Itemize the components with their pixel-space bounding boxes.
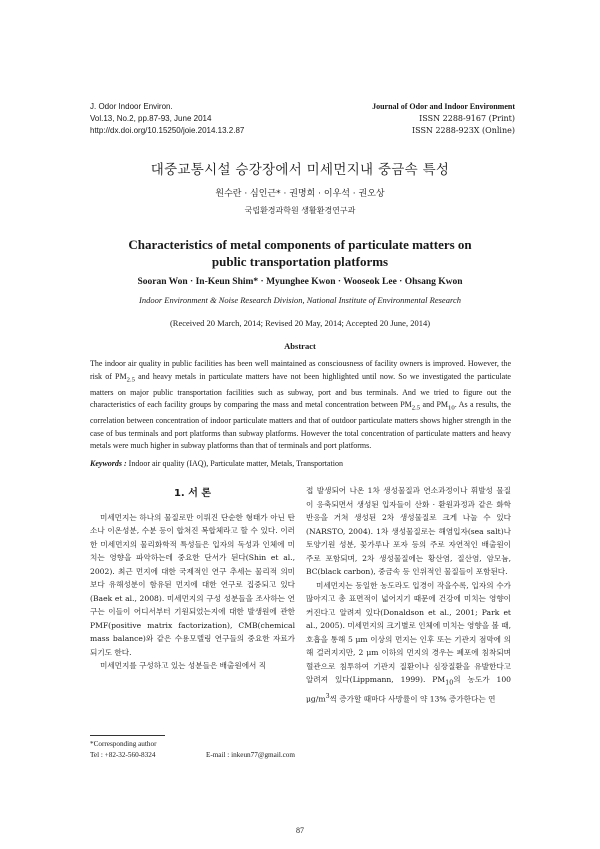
body-column-left xyxy=(90,484,295,673)
body-column-right xyxy=(306,484,511,706)
affiliation-english: Indoor Environment & Noise Research Division, National Institute of Environmental Research xyxy=(139,295,461,305)
authors-english: Sooran Won · In-Keun Shim* · Myunghee Kwon · Wooseok Lee · Ohsang Kwon xyxy=(137,277,463,287)
journal-header-left xyxy=(90,101,244,137)
abstract-text: The indoor air quality in public facilities has been well maintained as consciousness of facility owners is improved. However, the risk of PM xyxy=(90,359,511,381)
subscript: 2.5 xyxy=(126,376,135,384)
abstract-heading: Abstract xyxy=(284,341,316,351)
abstract-text: and PM xyxy=(420,400,449,410)
abstract-text: and heavy metals in particulate matters have not been highlighted until now. So we investigated the particulate matters on major public transportation facilities such as subway, port and bus terminals. And we tried to figure out the characteristics of each facility groups by comparing the mass and metal concentration between PM xyxy=(90,371,511,410)
title-korean: 대중교통시설 승강장에서 미세먼지내 중금속 특성 xyxy=(150,162,450,178)
subscript: 10 xyxy=(448,404,455,412)
title-english-line-2: public transportation platforms xyxy=(211,254,389,269)
journal-title: Journal of Odor and Indoor Environment xyxy=(372,102,515,111)
journal-header-right xyxy=(372,101,515,137)
footnote xyxy=(90,739,295,760)
page-number: 87 xyxy=(296,826,304,835)
section-heading: 1. 서 론 xyxy=(173,488,212,499)
journal-abbrev: J. Odor Indoor Environ. xyxy=(90,102,173,111)
body-paragraph: 미세먼지는 하나의 물질로만 이뤄진 단순한 형태가 아닌 탄소나 이온성분, 수분 등이 합쳐진 복합체라고 할 수 있다. 이러한 미세먼지의 물리화학적 특성들은 입자의 독성과 인체에 미치는 영향을 파악하는데 중요한 단서가 된다(Shin et al., 2002). 최근 먼지에 대한 국제적인 연구 추세는 물리적 의미보다 유해성분이 함유된 먼지에 대한 연구로 집중되고 있다(Baek et al., 2008). 미세먼지의 구성 성분들을 조사하는 연구는 이들이 어디서부터 기원되었는지에 대한 발생원에 관한 PMF(positive matrix factorization), CMB(chemical mass balance)와 같은 수용모델링 연구들의 중요한 자료가 되기도 한다. xyxy=(90,512,295,657)
received-dates: (Received 20 March, 2014; Revised 20 May, 2014; Accepted 20 June, 2014) xyxy=(169,318,431,328)
journal-volume: Vol.13, No.2, pp.87-93, June 2014 xyxy=(90,114,212,123)
abstract-text: . As a results, the correlation between concentration of indoor particulate matters and that of outdoor particulate matters shows higher strength in the case of bus terminals and port platforms than subway platforms. However the total concentration of particulate matters and heavy metals were much higher in subway platforms than that of terminals and port platforms. xyxy=(90,400,511,451)
body-text: 미세먼지는 동일한 농도라도 입경이 작을수록, 입자의 수가 많아지고 총 표면적이 넓어지기 때문에 건강에 미치는 영향이 커진다고 알려져 있다(Donaldson et al., 2001; Park et al., 2005). 미세먼지의 크기별로 인체에 미치는 영향을 볼 때, 호흡을 통해 5 μm 이상의 먼지는 인후 또는 기관지 점막에 의해 걸러지지만, 2 μm 이하의 먼지의 경우는 폐포에 침착되며 혈관으로 침투하여 기관지 질환이나 심장질환을 유발한다고 알려져 있다(Lippmann, 1999). PM xyxy=(306,580,511,684)
body-paragraph: 미세먼지를 구성하고 있는 성분들은 배출원에서 직 xyxy=(100,661,267,670)
superscript: 3 xyxy=(325,693,330,701)
footnote-divider xyxy=(90,735,165,736)
subscript: 2.5 xyxy=(411,404,421,412)
keywords-text: Indoor air quality (IAQ), Particulate matter, Metals, Transportation xyxy=(126,459,343,468)
abstract-body xyxy=(90,358,511,453)
issn-print: ISSN 2288-9167 (Print) xyxy=(419,114,515,123)
issn-online: ISSN 2288-923X (Online) xyxy=(411,126,515,135)
title-english-line-1: Characteristics of metal components of particulate matters on xyxy=(128,237,472,252)
body-paragraph xyxy=(306,579,511,707)
journal-doi: http://dx.doi.org/10.15250/joie.2014.13.2.87 xyxy=(90,126,245,135)
body-text: 의 농도가 100 μg/m xyxy=(306,675,511,704)
subscript: 10 xyxy=(445,679,454,687)
keywords-label: Keywords : xyxy=(90,459,127,468)
authors-korean: 원수란 · 심인근* · 권명희 · 이우석 · 권오상 xyxy=(215,189,385,199)
corresponding-author: *Corresponding author xyxy=(90,740,157,748)
email: E-mail : inkeun77@gmail.com xyxy=(205,750,295,759)
title-english xyxy=(60,236,540,270)
body-paragraph: 접 발생되어 나온 1차 생성물질과 연소과정이나 휘발성 물질이 응축되면서 생성된 입자들이 산화 · 환원과정과 같은 화학반응을 거쳐 생성된 2차 생성물질로 크게 나눌 수 있다(NARSTO, 2004). 1차 생성물질로는 해염입자(sea salt)나 토양기원 성분, 꽃가루나 포자 등의 주로 자연적인 배출원이 주로 포함되며, 2차 생성물질에는 황산염, 질산염, 암모늄, BC(black carbon), 중금속 등 인위적인 물질들이 포함된다. xyxy=(306,486,511,576)
telephone: Tel : +82-32-560-8324 xyxy=(90,750,156,759)
keywords xyxy=(90,459,511,468)
affiliation-korean: 국립환경과학원 생활환경연구과 xyxy=(244,206,356,215)
body-text: 씩 증가할 때마다 사망률이 약 13% 증가한다는 연 xyxy=(329,694,496,704)
